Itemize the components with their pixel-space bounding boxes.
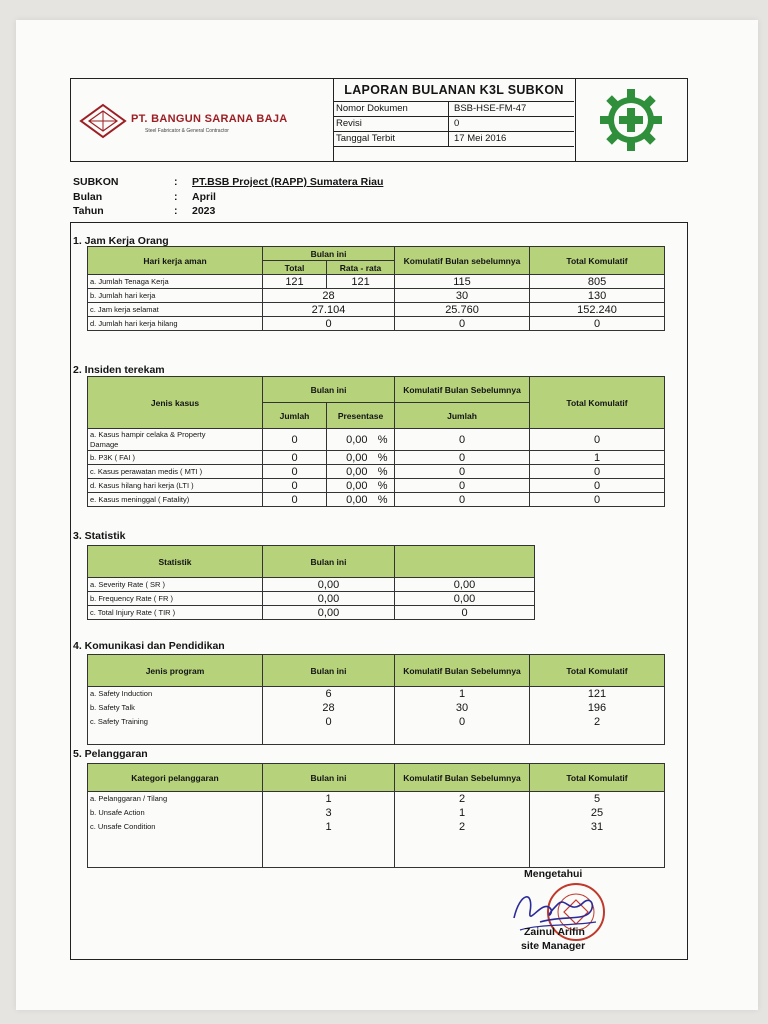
cell: 0 (530, 429, 665, 451)
info-sep: : (174, 205, 178, 217)
value: 1 (458, 807, 466, 819)
cell: 0,00 (263, 606, 395, 620)
info-label-bulan: Bulan (73, 191, 103, 203)
cell: 0 (263, 493, 327, 507)
cell (327, 493, 395, 507)
pct-symbol: % (377, 479, 388, 492)
header-cell: Total Komulatif (530, 377, 665, 429)
cell: 805 (530, 275, 665, 289)
row-label: a. Severity Rate ( SR ) (88, 578, 263, 592)
cell (263, 792, 395, 868)
header-cell: Jenis kasus (88, 377, 263, 429)
section-1-title: 1. Jam Kerja Orang (73, 235, 169, 247)
value: 30 (455, 702, 469, 714)
header-cell: Bulan ini (263, 764, 395, 792)
row-label: b. P3K ( FAI ) (88, 451, 263, 465)
cell (327, 465, 395, 479)
row-label: c. Jam kerja selamat (88, 303, 263, 317)
cell (327, 429, 395, 451)
row-label: a. Jumlah Tenaga Kerja (88, 275, 263, 289)
row-label: c. Kasus perawatan medis ( MTI ) (88, 465, 263, 479)
section-2-title: 2. Insiden terekam (73, 364, 165, 376)
table-row (88, 429, 665, 451)
table-row (88, 317, 665, 331)
table-row (88, 792, 665, 868)
pct-value: 0,00 (346, 493, 368, 506)
cell (263, 687, 395, 745)
table-statistik (87, 545, 535, 620)
table-insiden (87, 376, 665, 507)
pct-symbol: % (377, 433, 388, 446)
meta-value: 17 Mei 2016 (454, 133, 507, 144)
value: 31 (590, 821, 604, 833)
header-cell: Total Komulatif (530, 764, 665, 792)
header-cell: Presentase (327, 403, 395, 429)
row-label: e. Kasus meninggal ( Fatality) (88, 493, 263, 507)
pct-symbol: % (377, 493, 388, 506)
row-label: b. Jumlah hari kerja (88, 289, 263, 303)
cell: 0 (395, 317, 530, 331)
row-label: a. Pelanggaran / Tilang (90, 794, 168, 803)
header-cell: Bulan ini (263, 546, 395, 578)
info-value-subkon: PT.BSB Project (RAPP) Sumatera Riau (192, 176, 384, 188)
meta-row (334, 117, 574, 132)
section-4-title: 4. Komunikasi dan Pendidikan (73, 640, 225, 652)
meta-row (334, 102, 574, 117)
row-label: d. Jumlah hari kerja hilang (88, 317, 263, 331)
company-tagline: Steel Fabricator & General Contractor (145, 128, 229, 134)
value: 1 (325, 821, 332, 833)
table-row (88, 275, 665, 289)
cell: 0 (530, 479, 665, 493)
cell (327, 451, 395, 465)
row-label: c. Safety Training (90, 717, 148, 726)
cell (395, 792, 530, 868)
header-cell: Bulan ini (263, 655, 395, 687)
cell: 0 (395, 429, 530, 451)
pct-value: 0,00 (346, 479, 368, 492)
cell: 0 (395, 451, 530, 465)
section-3-title: 3. Statistik (73, 530, 126, 542)
cell: 0 (263, 317, 395, 331)
header-cell: Rata - rata (327, 261, 395, 275)
pct-value: 0,00 (346, 465, 368, 478)
row-label (88, 429, 263, 451)
cell: 0,00 (395, 578, 535, 592)
header-cell: Jenis program (88, 655, 263, 687)
table-pelanggaran (87, 763, 665, 868)
pct-symbol: % (377, 465, 388, 478)
cell: 130 (530, 289, 665, 303)
cell: 0 (530, 465, 665, 479)
header-cell: Bulan ini (263, 247, 395, 261)
header-cell: Bulan ini (263, 377, 395, 403)
value: 6 (325, 688, 332, 700)
row-label-line: Damage (90, 439, 119, 449)
value: 1 (325, 793, 332, 805)
cell: 115 (395, 275, 530, 289)
row-label: d. Kasus hilang hari kerja (LTI ) (88, 479, 263, 493)
document-header (70, 78, 688, 162)
cell: 152.240 (530, 303, 665, 317)
row-labels (88, 792, 263, 868)
signatory-position: site Manager (521, 940, 586, 952)
cell (530, 792, 665, 868)
value: 1 (458, 688, 466, 700)
pct-value: 0,00 (346, 451, 368, 464)
info-sep: : (174, 176, 178, 188)
section-5-title: 5. Pelanggaran (73, 748, 148, 760)
cell (327, 479, 395, 493)
header-cell: Total Komulatif (530, 247, 665, 275)
signatory-name: Zainul Arifin (524, 926, 585, 938)
cell: 0 (263, 465, 327, 479)
cell: 27.104 (263, 303, 395, 317)
report-title: LAPORAN BULANAN K3L SUBKON (334, 79, 574, 102)
cell: 0,00 (263, 578, 395, 592)
row-labels (88, 687, 263, 745)
k3-logo-cell (575, 79, 688, 161)
info-value-bulan: April (192, 191, 216, 203)
table-row (88, 479, 665, 493)
meta-row (334, 132, 574, 147)
header-cell: Hari kerja aman (88, 247, 263, 275)
document-meta (334, 79, 574, 161)
cell: 0 (395, 493, 530, 507)
header-cell: Komulatif Bulan Sebelumnya (395, 377, 530, 403)
signature-caption: Mengetahui (524, 868, 583, 880)
header-cell: Total (263, 261, 327, 275)
header-cell-empty (395, 546, 535, 578)
cell: 0 (263, 479, 327, 493)
value: 5 (593, 793, 601, 805)
cell: 30 (395, 289, 530, 303)
table-row (88, 687, 665, 745)
table-jam-kerja (87, 246, 665, 331)
header-cell: Kategori pelanggaran (88, 764, 263, 792)
header-cell: Komulatif Bulan Sebelumnya (395, 764, 530, 792)
cell: 0,00 (395, 592, 535, 606)
value: 2 (458, 821, 466, 833)
info-value-tahun: 2023 (192, 205, 216, 217)
header-cell: Jumlah (395, 403, 530, 429)
header-cell: Komulatif Bulan sebelumnya (395, 247, 530, 275)
table-row (88, 289, 665, 303)
table-row (88, 592, 535, 606)
table-row (88, 578, 535, 592)
value: 0 (325, 716, 332, 728)
table-row (88, 606, 535, 620)
value: 196 (587, 702, 607, 714)
value: 0 (458, 716, 466, 728)
value: 28 (322, 702, 335, 714)
company-name: PT. BANGUN SARANA BAJA (131, 113, 288, 125)
meta-value: 0 (454, 118, 460, 129)
k3-gear-cross-icon (598, 87, 664, 153)
row-label: c. Total Injury Rate ( TIR ) (88, 606, 263, 620)
table-row (88, 303, 665, 317)
row-label: c. Unsafe Condition (90, 822, 156, 831)
company-logo-icon (79, 103, 127, 139)
info-label-tahun: Tahun (73, 205, 104, 217)
table-row (88, 451, 665, 465)
meta-label: Tanggal Terbit (336, 132, 449, 146)
row-label: b. Safety Talk (90, 703, 135, 712)
cell: 1 (530, 451, 665, 465)
table-komunikasi (87, 654, 665, 745)
row-label: a. Safety Induction (90, 689, 153, 698)
cell: 0 (395, 479, 530, 493)
cell (395, 687, 530, 745)
cell: 28 (263, 289, 395, 303)
meta-label: Revisi (336, 117, 449, 131)
cell: 0 (530, 317, 665, 331)
cell: 0 (395, 606, 535, 620)
value: 3 (325, 807, 332, 819)
pct-symbol: % (377, 451, 388, 464)
cell: 0 (395, 465, 530, 479)
cell: 0 (530, 493, 665, 507)
info-sep: : (174, 191, 178, 203)
cell: 0 (263, 451, 327, 465)
cell: 0,00 (263, 592, 395, 606)
header-cell: Jumlah (263, 403, 327, 429)
info-label-subkon: SUBKON (73, 176, 119, 188)
header-cell: Statistik (88, 546, 263, 578)
table-row (88, 493, 665, 507)
header-cell: Komulatif Bulan Sebelumnya (395, 655, 530, 687)
value: 2 (458, 793, 466, 805)
row-label: b. Unsafe Action (90, 808, 145, 817)
cell: 0 (263, 429, 327, 451)
header-cell: Total Komulatif (530, 655, 665, 687)
row-label: b. Frequency Rate ( FR ) (88, 592, 263, 606)
cell: 121 (327, 275, 395, 289)
row-label-line: a. Kasus hampir celaka & Property (90, 429, 206, 439)
cell (530, 687, 665, 745)
table-row (88, 465, 665, 479)
cell: 25.760 (395, 303, 530, 317)
company-logo-cell (71, 79, 334, 161)
meta-value: BSB-HSE-FM-47 (454, 103, 527, 114)
cell: 121 (263, 275, 327, 289)
value: 25 (590, 807, 604, 819)
value: 2 (593, 716, 601, 728)
pct-value: 0,00 (346, 433, 368, 446)
meta-label: Nomor Dokumen (336, 102, 449, 116)
value: 121 (587, 688, 607, 700)
